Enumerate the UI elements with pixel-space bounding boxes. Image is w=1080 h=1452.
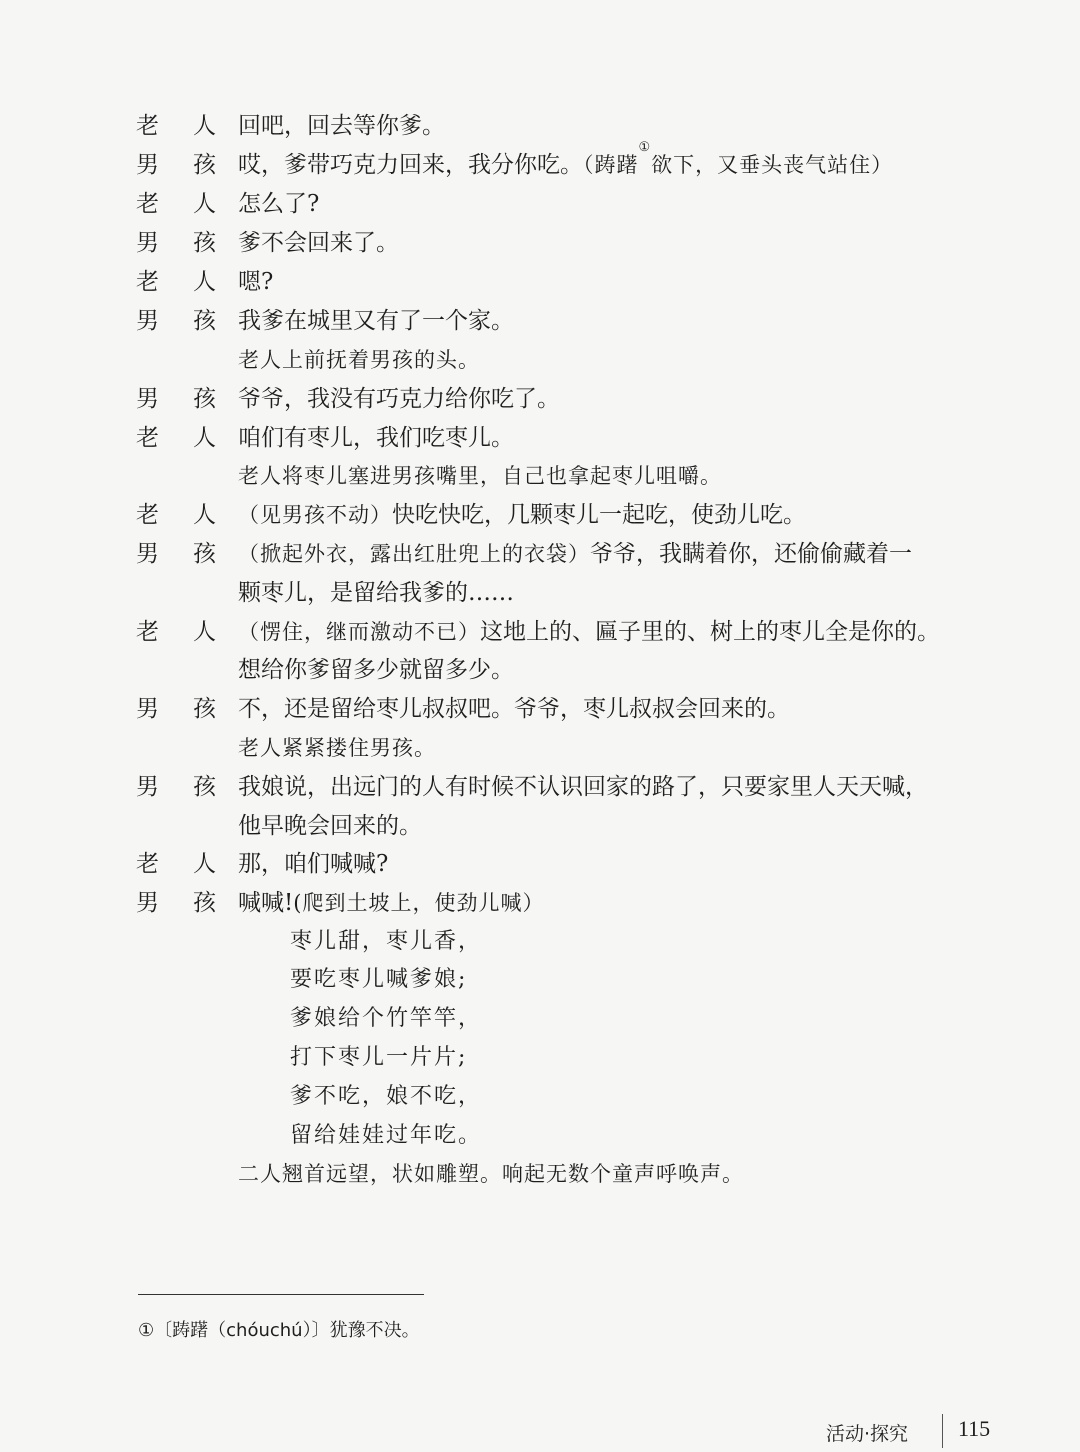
speech-text: （愣住，继而激动不已）这地上的、匾子里的、树上的枣儿全是你的。 bbox=[238, 619, 940, 645]
speaker-name: 男 孩 bbox=[136, 696, 216, 722]
song-text: 要吃枣儿喊爹娘; bbox=[290, 967, 468, 992]
song-line bbox=[0, 1077, 1080, 1117]
stage-direction: （踌躇①欲下，又垂头丧气站住） bbox=[583, 140, 894, 177]
song-text: 爹不吃，娘不吃， bbox=[290, 1084, 483, 1109]
song-text: 打下枣儿一片片; bbox=[290, 1045, 468, 1070]
song-line bbox=[0, 922, 1080, 962]
speech-text: 爷爷，我没有巧克力给你吃了。 bbox=[238, 386, 560, 412]
speech-text: 不，还是留给枣儿叔叔吧。爷爷，枣儿叔叔会回来的。 bbox=[238, 696, 790, 722]
stage-direction-line bbox=[0, 728, 1080, 768]
footer-divider bbox=[942, 1414, 943, 1448]
dialogue-line bbox=[0, 140, 1080, 185]
stage-direction: 老人上前抚着男孩的头。 bbox=[238, 348, 480, 372]
speaker-name: 男 孩 bbox=[136, 890, 216, 916]
speech-text: 我娘说，出远门的人有时候不认识回家的路了，只要家里人天天喊， bbox=[238, 774, 928, 800]
song-line bbox=[0, 960, 1080, 1000]
speech-text: 颗枣儿，是留给我爹的…… bbox=[238, 580, 514, 606]
dialogue-line bbox=[0, 184, 1080, 224]
dialogue-line bbox=[0, 418, 1080, 458]
speech-text: 回吧，回去等你爹。 bbox=[238, 113, 445, 139]
dialogue-line bbox=[0, 612, 1080, 652]
stage-direction: 二人翘首远望，状如雕塑。响起无数个童声呼唤声。 bbox=[238, 1162, 744, 1186]
stage-direction: (爬到土坡上，使劲儿喊） bbox=[293, 891, 545, 915]
stage-direction: （掀起外衣，露出红肚兜上的衣袋） bbox=[238, 542, 590, 566]
speech-text: 嗯? bbox=[238, 269, 274, 295]
stage-direction: （愣住，继而激动不已） bbox=[238, 620, 480, 644]
footnote-divider bbox=[138, 1294, 424, 1295]
stage-direction-line bbox=[0, 340, 1080, 380]
speech-text: 怎么了? bbox=[238, 191, 320, 217]
speaker-name: 老 人 bbox=[136, 191, 216, 217]
speaker-name: 老 人 bbox=[136, 619, 216, 645]
song-line bbox=[0, 1116, 1080, 1156]
dialogue-line bbox=[0, 106, 1080, 146]
speaker-name: 老 人 bbox=[136, 113, 216, 139]
dialogue-line bbox=[0, 844, 1080, 884]
song-text: 爹娘给个竹竿竿， bbox=[290, 1006, 483, 1031]
speaker-name: 老 人 bbox=[136, 269, 216, 295]
stage-direction: （见男孩不动） bbox=[238, 503, 392, 527]
dialogue-line bbox=[0, 883, 1080, 923]
dialogue-line bbox=[0, 534, 1080, 574]
song-line bbox=[0, 1038, 1080, 1078]
speech-text: （掀起外衣，露出红肚兜上的衣袋）爷爷，我瞒着你，还偷偷藏着一 bbox=[238, 541, 912, 567]
speaker-name: 男 孩 bbox=[136, 774, 216, 800]
dialogue-line bbox=[0, 262, 1080, 302]
dialogue-line bbox=[0, 495, 1080, 535]
speech-text: （见男孩不动）快吃快吃，几颗枣儿一起吃，使劲儿吃。 bbox=[238, 502, 806, 528]
speech-text: 那，咱们喊喊? bbox=[238, 851, 389, 877]
stage-direction: 老人将枣儿塞进男孩嘴里，自己也拿起枣儿咀嚼。 bbox=[238, 464, 722, 488]
footnote-marker: ① bbox=[638, 140, 652, 155]
speaker-name: 男 孩 bbox=[136, 541, 216, 567]
song-text: 留给娃娃过年吃。 bbox=[290, 1123, 483, 1148]
speech-text: 想给你爹留多少就留多少。 bbox=[238, 657, 514, 683]
speech-text: 咱们有枣儿，我们吃枣儿。 bbox=[238, 425, 514, 451]
stage-direction-line bbox=[0, 1154, 1080, 1194]
song-text: 枣儿甜，枣儿香， bbox=[290, 929, 483, 954]
continuation-line bbox=[0, 573, 1080, 613]
stage-direction: 老人紧紧搂住男孩。 bbox=[238, 736, 436, 760]
section-label: 活动·探究 bbox=[826, 1423, 909, 1445]
speaker-name: 老 人 bbox=[136, 502, 216, 528]
speech-text: 爹不会回来了。 bbox=[238, 230, 399, 256]
dialogue-line bbox=[0, 689, 1080, 729]
continuation-line bbox=[0, 650, 1080, 690]
speaker-name: 老 人 bbox=[136, 425, 216, 451]
speaker-name: 男 孩 bbox=[136, 386, 216, 412]
dialogue-line bbox=[0, 301, 1080, 341]
speech-text: 哎，爹带巧克力回来，我分你吃。（踌躇①欲下，又垂头丧气站住） bbox=[238, 140, 894, 178]
speaker-name: 男 孩 bbox=[136, 308, 216, 334]
speech-text: 喊喊!(爬到土坡上，使劲儿喊） bbox=[238, 890, 545, 916]
dialogue-line bbox=[0, 223, 1080, 263]
song-line bbox=[0, 999, 1080, 1039]
speech-text: 我爹在城里又有了一个家。 bbox=[238, 308, 514, 334]
speech-text: 他早晚会回来的。 bbox=[238, 813, 422, 839]
stage-direction-line bbox=[0, 456, 1080, 496]
speaker-name: 老 人 bbox=[136, 851, 216, 877]
speaker-name: 男 孩 bbox=[136, 152, 216, 178]
page-number: 115 bbox=[958, 1416, 991, 1441]
footnote: ①〔踌躇（chóuchú）〕犹豫不决。 bbox=[138, 1320, 420, 1341]
dialogue-line bbox=[0, 379, 1080, 419]
continuation-line bbox=[0, 806, 1080, 846]
dialogue-line bbox=[0, 767, 1080, 807]
speaker-name: 男 孩 bbox=[136, 230, 216, 256]
